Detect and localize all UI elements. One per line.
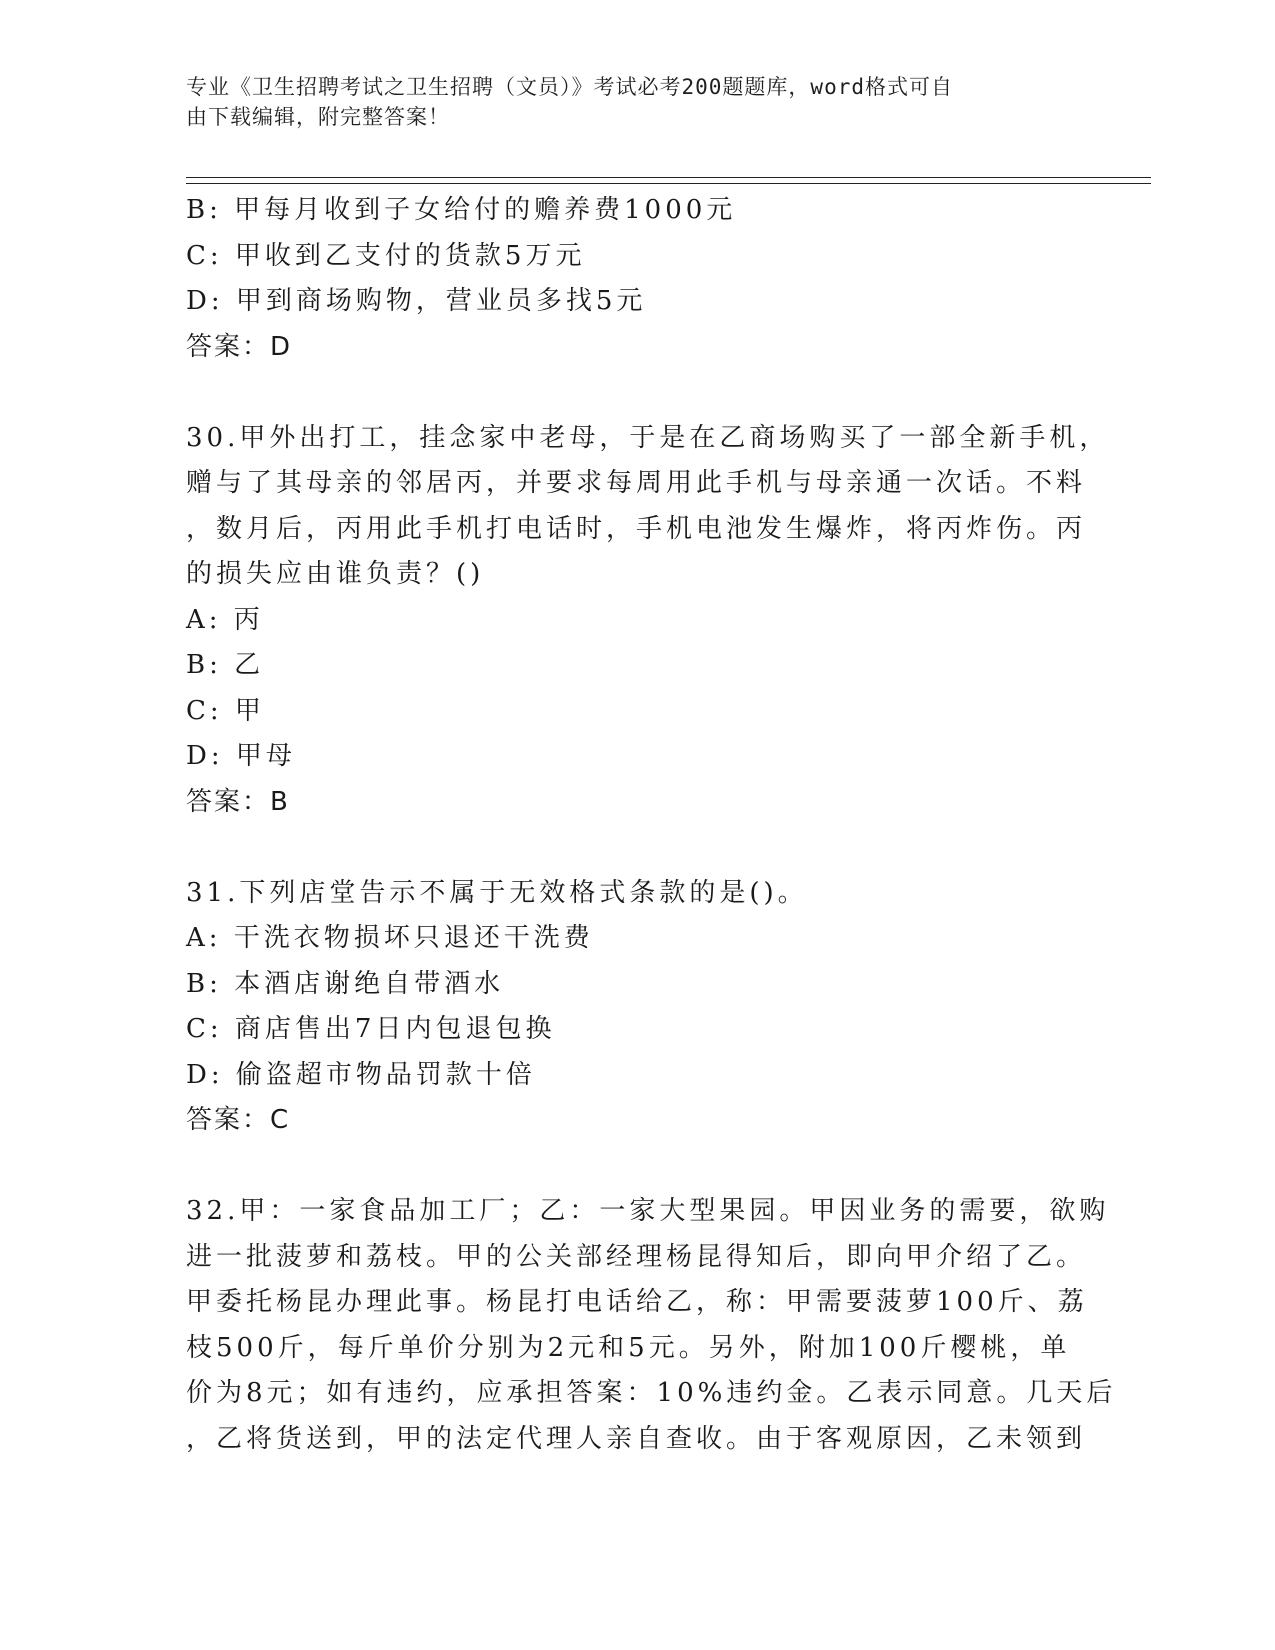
header-divider-bottom (186, 183, 1151, 184)
question-stem-line: 31.下列店堂告示不属于无效格式条款的是()。 (186, 877, 808, 908)
question-stem-line: 30.甲外出打工，挂念家中老母，于是在乙商场购买了一部全新手机， (186, 422, 1110, 453)
answer: 答案：D (186, 331, 293, 362)
option-d: D: 甲母 (186, 741, 296, 771)
option-b: B: 甲每月收到子女给付的赡养费1000元 (186, 195, 737, 225)
option-a: A: 丙 (186, 604, 264, 635)
question-30 (186, 416, 1110, 826)
question-stem-line: 枝500斤，每斤单价分别为2元和5元。另外，附加100斤樱桃，单 (186, 1332, 1071, 1363)
option-c: C: 商店售出7日内包退包换 (186, 1014, 556, 1044)
option-c: C: 甲 (186, 695, 265, 726)
answer: 答案：B (186, 786, 290, 817)
question-stem-line: 甲委托杨昆办理此事。杨昆打电话给乙，称：甲需要菠萝100斤、荔 (186, 1287, 1088, 1317)
option-a: A: 干洗衣物损坏只退还干洗费 (186, 923, 594, 953)
question-stem-line: ，数月后，丙用此手机打电话时，手机电池发生爆炸，将丙炸伤。丙 (186, 513, 1087, 544)
header-title-line-2: 由下载编辑，附完整答案！ (186, 105, 450, 129)
option-d: D: 偷盗超市物品罚款十倍 (186, 1059, 536, 1090)
option-b: B: 乙 (186, 650, 265, 680)
option-d: D: 甲到商场购物，营业员多找5元 (186, 286, 647, 316)
option-b: B: 本酒店谢绝自带酒水 (186, 968, 505, 999)
answer: 答案：C (186, 1105, 291, 1135)
question-stem-line: 的损失应由谁负责？() (186, 559, 485, 589)
document-body (186, 188, 1117, 1462)
spacer (186, 825, 1076, 871)
question-stem-line: 价为8元；如有违约，应承担答案：10%违约金。乙表示同意。几天后 (186, 1378, 1117, 1408)
question-stem-line: ，乙将货送到，甲的法定代理人亲自查收。由于客观原因，乙未领到 (186, 1423, 1087, 1454)
spacer (186, 1144, 1076, 1190)
header-divider-top (186, 177, 1151, 178)
question-31 (186, 871, 1076, 1144)
spacer (186, 370, 1076, 416)
option-c: C: 甲收到乙支付的货款5万元 (186, 240, 586, 271)
document-header (186, 72, 1066, 132)
question-stem-line: 赠与了其母亲的邻居丙，并要求每周用此手机与母亲通一次话。不料 (186, 468, 1087, 498)
question-stem-line: 32.甲：一家食品加工厂；乙：一家大型果园。甲因业务的需要，欲购 (186, 1196, 1110, 1226)
question-32 (186, 1189, 1117, 1462)
question-stem-line: 进一批菠萝和荔枝。甲的公关部经理杨昆得知后，即向甲介绍了乙。 (186, 1241, 1087, 1272)
header-title-line-1: 专业《卫生招聘考试之卫生招聘（文员）》考试必考200题题库，word格式可自 (186, 75, 953, 99)
question-29-continued (186, 188, 1076, 370)
